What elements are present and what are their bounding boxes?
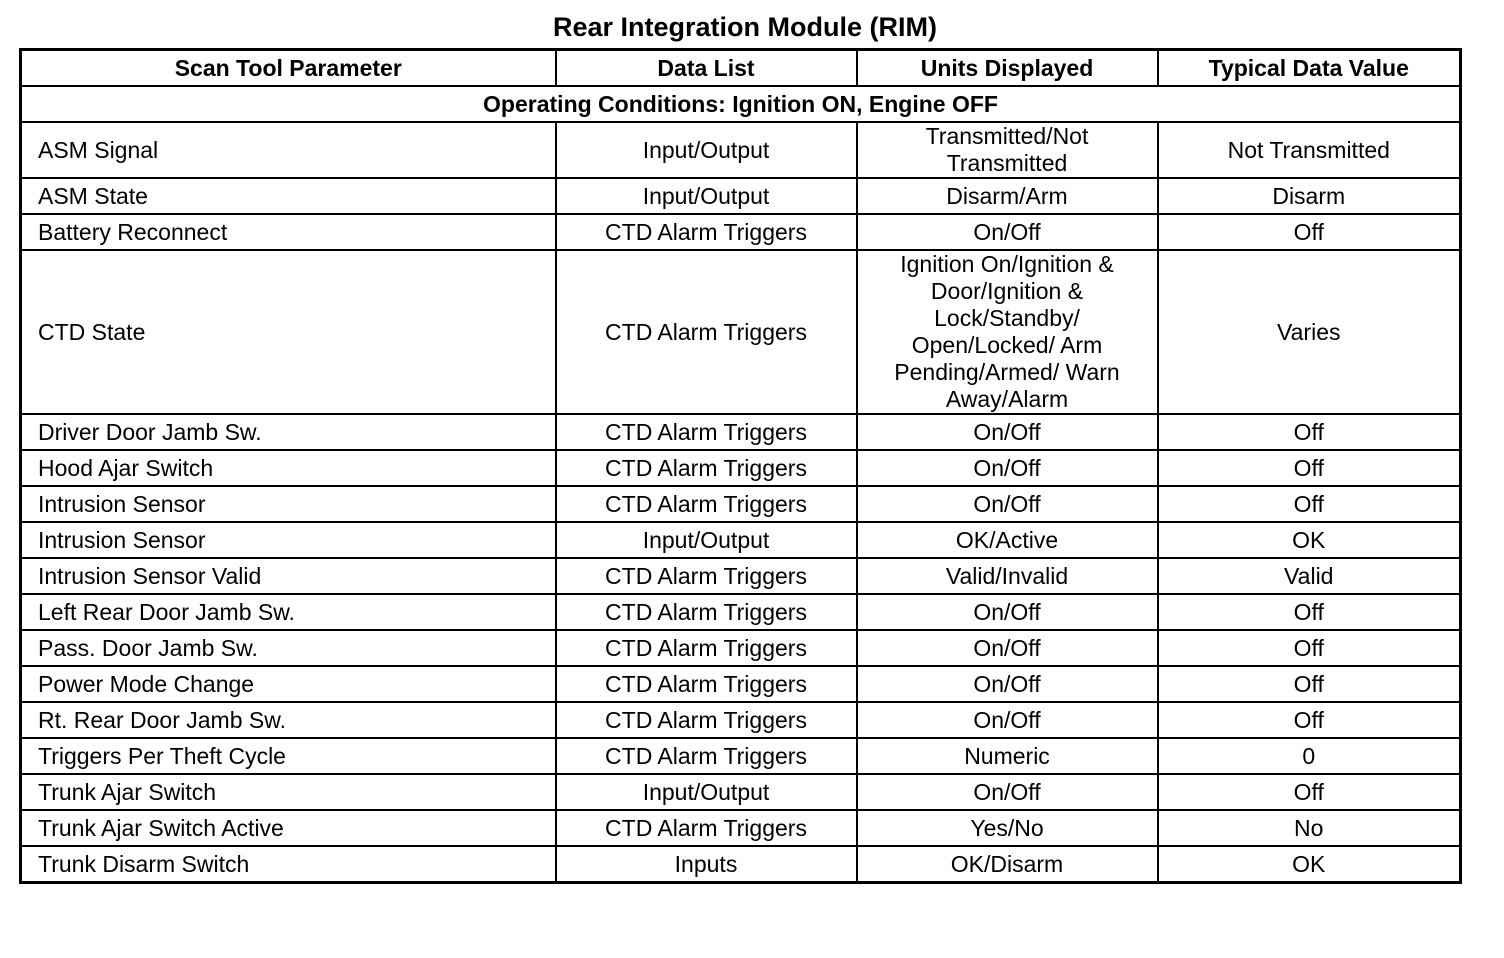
cell-typical-data-value: Valid — [1158, 558, 1461, 594]
table-row — [21, 486, 1461, 522]
cell-units-displayed: On/Off — [857, 486, 1158, 522]
table-row — [21, 666, 1461, 702]
table-row — [21, 774, 1461, 810]
cell-scan-tool-parameter: Intrusion Sensor Valid — [21, 558, 556, 594]
cell-typical-data-value: Not Transmitted — [1158, 122, 1461, 178]
cell-units-displayed: Yes/No — [857, 810, 1158, 846]
cell-typical-data-value: Off — [1158, 594, 1461, 630]
cell-data-list: CTD Alarm Triggers — [556, 250, 857, 414]
cell-data-list: CTD Alarm Triggers — [556, 702, 857, 738]
cell-typical-data-value: Off — [1158, 414, 1461, 450]
cell-scan-tool-parameter: Trunk Disarm Switch — [21, 846, 556, 883]
table-row — [21, 738, 1461, 774]
cell-units-displayed: Valid/Invalid — [857, 558, 1158, 594]
cell-data-list: CTD Alarm Triggers — [556, 594, 857, 630]
cell-units-displayed: On/Off — [857, 702, 1158, 738]
cell-data-list: Input/Output — [556, 122, 857, 178]
cell-scan-tool-parameter: CTD State — [21, 250, 556, 414]
cell-units-displayed: On/Off — [857, 666, 1158, 702]
cell-typical-data-value: No — [1158, 810, 1461, 846]
table-row — [21, 810, 1461, 846]
cell-scan-tool-parameter: Battery Reconnect — [21, 214, 556, 250]
cell-scan-tool-parameter: Trunk Ajar Switch — [21, 774, 556, 810]
table-row — [21, 122, 1461, 178]
cell-data-list: CTD Alarm Triggers — [556, 630, 857, 666]
table-row — [21, 522, 1461, 558]
cell-data-list: Input/Output — [556, 774, 857, 810]
cell-typical-data-value: Off — [1158, 774, 1461, 810]
cell-data-list: CTD Alarm Triggers — [556, 214, 857, 250]
cell-scan-tool-parameter: Intrusion Sensor — [21, 486, 556, 522]
cell-scan-tool-parameter: ASM State — [21, 178, 556, 214]
table-row — [21, 594, 1461, 630]
cell-data-list: CTD Alarm Triggers — [556, 738, 857, 774]
cell-scan-tool-parameter: Triggers Per Theft Cycle — [21, 738, 556, 774]
cell-units-displayed: Transmitted/Not Transmitted — [857, 122, 1158, 178]
header-scan-tool-parameter: Scan Tool Parameter — [21, 50, 556, 87]
cell-units-displayed: Numeric — [857, 738, 1158, 774]
cell-typical-data-value: Off — [1158, 450, 1461, 486]
cell-units-displayed: On/Off — [857, 214, 1158, 250]
cell-units-displayed: Disarm/Arm — [857, 178, 1158, 214]
cell-data-list: CTD Alarm Triggers — [556, 558, 857, 594]
cell-scan-tool-parameter: Trunk Ajar Switch Active — [21, 810, 556, 846]
cell-units-displayed: OK/Active — [857, 522, 1158, 558]
header-typical-data-value: Typical Data Value — [1158, 50, 1461, 87]
cell-units-displayed: On/Off — [857, 450, 1158, 486]
header-units-displayed: Units Displayed — [857, 50, 1158, 87]
cell-typical-data-value: Off — [1158, 666, 1461, 702]
table-row — [21, 250, 1461, 414]
cell-data-list: CTD Alarm Triggers — [556, 414, 857, 450]
cell-typical-data-value: OK — [1158, 846, 1461, 883]
cell-typical-data-value: OK — [1158, 522, 1461, 558]
cell-typical-data-value: Off — [1158, 702, 1461, 738]
table-row — [21, 846, 1461, 883]
cell-typical-data-value: 0 — [1158, 738, 1461, 774]
cell-data-list: Input/Output — [556, 522, 857, 558]
cell-scan-tool-parameter: Driver Door Jamb Sw. — [21, 414, 556, 450]
cell-scan-tool-parameter: Power Mode Change — [21, 666, 556, 702]
table-row — [21, 558, 1461, 594]
cell-typical-data-value: Off — [1158, 486, 1461, 522]
cell-data-list: Input/Output — [556, 178, 857, 214]
cell-scan-tool-parameter: Rt. Rear Door Jamb Sw. — [21, 702, 556, 738]
table-title: Rear Integration Module (RIM) — [553, 12, 937, 42]
cell-units-displayed: On/Off — [857, 594, 1158, 630]
cell-units-displayed: On/Off — [857, 630, 1158, 666]
cell-scan-tool-parameter: Intrusion Sensor — [21, 522, 556, 558]
table-row — [21, 702, 1461, 738]
cell-data-list: CTD Alarm Triggers — [556, 666, 857, 702]
table-row — [21, 214, 1461, 250]
header-data-list: Data List — [556, 50, 857, 87]
cell-typical-data-value: Off — [1158, 630, 1461, 666]
cell-typical-data-value: Disarm — [1158, 178, 1461, 214]
header-row — [21, 50, 1461, 87]
cell-data-list: CTD Alarm Triggers — [556, 450, 857, 486]
cell-units-displayed: OK/Disarm — [857, 846, 1158, 883]
table-row — [21, 450, 1461, 486]
table-row — [21, 630, 1461, 666]
table-body — [21, 86, 1461, 883]
cell-data-list: CTD Alarm Triggers — [556, 486, 857, 522]
cell-scan-tool-parameter: Left Rear Door Jamb Sw. — [21, 594, 556, 630]
cell-scan-tool-parameter: ASM Signal — [21, 122, 556, 178]
table-row — [21, 178, 1461, 214]
cell-units-displayed: On/Off — [857, 414, 1158, 450]
cell-typical-data-value: Varies — [1158, 250, 1461, 414]
cell-typical-data-value: Off — [1158, 214, 1461, 250]
table-row — [21, 414, 1461, 450]
cell-units-displayed: On/Off — [857, 774, 1158, 810]
cell-units-displayed: Ignition On/Ignition & Door/Ignition & Lock/Standby/ Open/Locked/ Arm Pending/Armed/ Warn Away/Alarm — [857, 250, 1158, 414]
cell-data-list: Inputs — [556, 846, 857, 883]
operating-conditions: Operating Conditions: Ignition ON, Engine OFF — [21, 86, 1461, 122]
rim-data-table — [19, 48, 1462, 884]
cell-scan-tool-parameter: Pass. Door Jamb Sw. — [21, 630, 556, 666]
operating-conditions-row — [21, 86, 1461, 122]
cell-data-list: CTD Alarm Triggers — [556, 810, 857, 846]
cell-scan-tool-parameter: Hood Ajar Switch — [21, 450, 556, 486]
